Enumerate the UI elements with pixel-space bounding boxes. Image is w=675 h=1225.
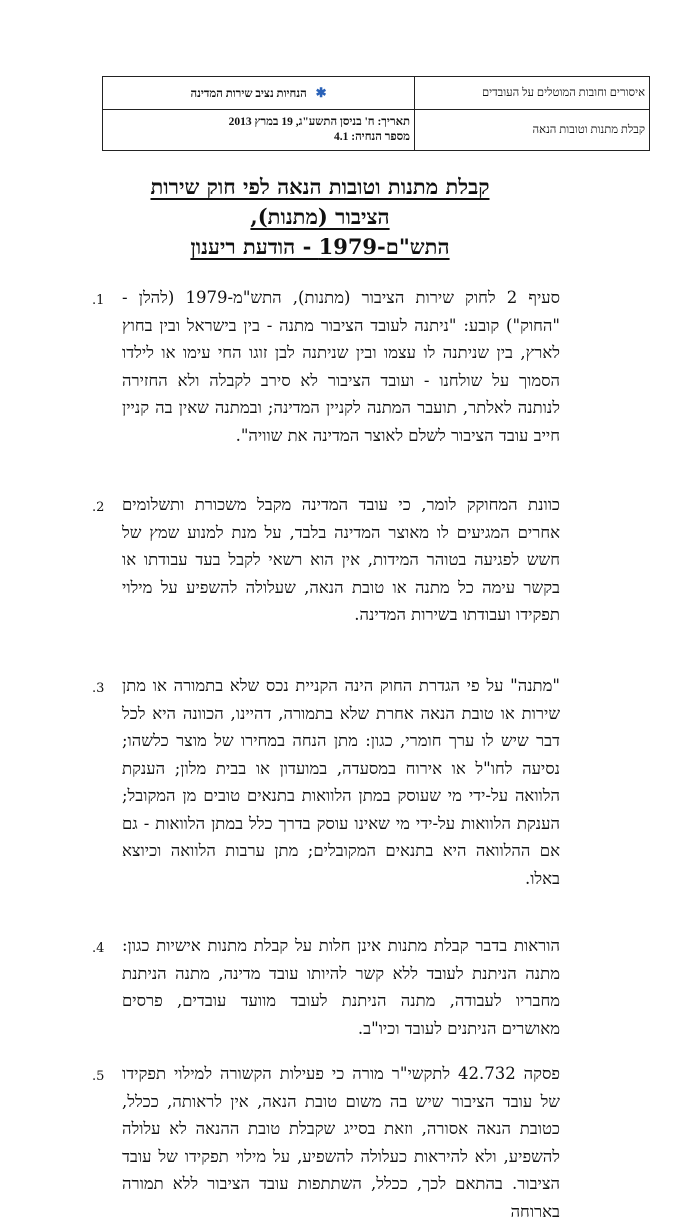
header-topic: קבלת מתנות וטובות הנאה [415,110,650,151]
header-date: תאריך: ח' בניסן התשע"ג, 19 במרץ 2013 [228,116,410,128]
section-4: הוראות בדבר קבלת מתנות אינן חלות על קבלת מתנות אישיות כגון: מתנה הניתנת לעובד ללא קשר להיותו עובד מדינה, מתנה הניתנת מחבריו לעבודה, מתנה הניתנת לעובד מוועד עובדים, פרסים מאושרים הניתנים לעובד וכיו"ב. [122,936,560,1038]
section-number-5: .5 [92,1069,105,1084]
header-directive-number: מספר הנחיה: 4.1 [333,131,410,143]
header-authority: הנחיות נציב שירות המדינה [190,88,307,100]
section-5: פסקה 42.732 לתקשי"ר מורה כי פעילות הקשורה למילוי תפקידו של עובד הציבור שיש בה משום טובת הנאה, אין לראותה, ככלל, כטובת הנאה אסורה, וזאת בסייג שקבלת טובת ההנאה לא עלולה להשפיע, ולא להיראות כעלולה להשפיע, על מילוי תפקידו של עובד הציבור. בהתאם לכך, ככלל, השתתפות עובד הציבור ללא תמורה בארוחה [122,1064,560,1221]
emblem-icon: ✱ [315,85,327,100]
header-date-cell [103,110,415,151]
section-2: כוונת המחוקק לומר, כי עובד המדינה מקבל משכורת ותשלומים אחרים המגיעים לו מאוצר המדינה בלבד, על מנת למנוע שמץ של חשש לפגיעה בטוהר המידות, אין הוא רשאי לקבל בעד עבודתו או בקשר עימה כל מתנה או טובת הנאה, שעלולה להשפיע על מילוי תפקידו ועבודתו בשירות המדינה. [122,495,560,624]
section-3: "מתנה" על פי הגדרת החוק הינה הקניית נכס שלא בתמורה או מתן שירות או טובת הנאה אחרת שלא בתמורה, דהיינו, הכוונה היא לכל דבר שיש לו ערך חומרי, כגון: מתן הנחה במחירו של מוצר כלשהו; נסיעה לחו"ל או אירוח במסעדה, במועדון או בבית מלון; הענקת הלוואה על-ידי מי שעוסק במתן הלוואות בתנאים טובים מן המקובל; הענקת הלוואות על-ידי מי שאינו עוסק בדרך כלל במתן הלוואות - גם אם ההלוואה היא בתנאים המקובלים; מתן ערבות הלוואה וכיוצא באלו. [122,676,560,888]
section-number-3: .3 [92,681,105,696]
header-table [102,76,650,151]
section-1: סעיף 2 לחוק שירות הציבור (מתנות), התש"מ-1979 (להלן - "החוק") קובע: "ניתנה לעובד הציבור מתנה - בין בישראל ובין בחוץ לארץ, בין שניתנה לו עצמו ובין שניתנה לבן זוגו החי עימו או לילדו הסמוך על שולחנו - ועובד הציבור לא סירב לקבלה ולא החזירה לנותנה לאלתר, תועבר המתנה לקניין המדינה; ובמתנה שאין בה קניין חייב עובד הציבור לשלם לאוצר המדינה את שוויה". [122,288,560,445]
header-authority-cell [103,77,415,110]
title-line-2: הציבור (מתנות), [250,204,390,229]
header-subject: איסורים וחובות המוטלים על העובדים [415,77,650,110]
page-title [100,172,540,262]
title-line-1: קבלת מתנות וטובות הנאה לפי חוק שירות [150,174,490,199]
section-number-2: .2 [92,500,105,515]
section-number-4: .4 [92,941,105,956]
section-number-1: .1 [92,293,105,308]
title-line-3: התש"ם-1979 - הודעת ריענון [190,234,450,259]
